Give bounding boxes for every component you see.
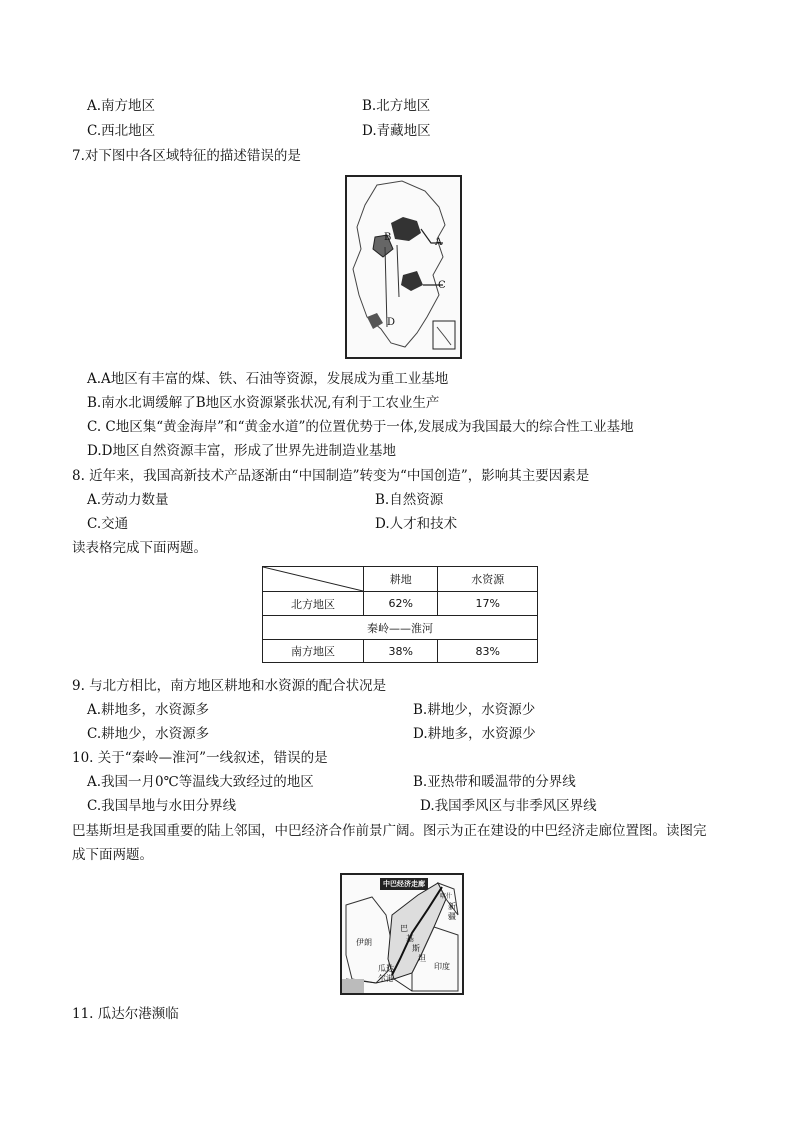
- q6-option-b[interactable]: B.北方地区: [362, 98, 431, 114]
- passage-line-2: 成下面两题。: [72, 847, 153, 863]
- q6-option-a[interactable]: A.南方地区: [87, 98, 156, 114]
- map-label-a: A: [435, 237, 443, 248]
- map-label-d: D: [387, 317, 396, 328]
- q8-option-c[interactable]: C.交通: [87, 516, 129, 532]
- q11-stem: 11. 瓜达尔港濒临: [72, 1006, 179, 1022]
- label-india: 印度: [434, 962, 450, 971]
- label-pak-2: 基: [406, 934, 414, 943]
- q8-option-a[interactable]: A.劳动力数量: [87, 492, 169, 508]
- q9-option-b[interactable]: B.耕地少，水资源少: [413, 702, 536, 718]
- q6-option-d[interactable]: D.青藏地区: [362, 123, 431, 139]
- q10-stem: 10. 关于“秦岭—淮河”一线叙述，错误的是: [72, 750, 328, 766]
- passage-line-1: 巴基斯坦是我国重要的陆上邻国，中巴经济合作前景广阔。图示为正在建设的中巴经济走廊位置图。读图完: [72, 823, 707, 839]
- table-north-farmland: 62%: [364, 592, 438, 616]
- q6-option-c[interactable]: C.西北地区: [87, 123, 156, 139]
- label-pak-1: 巴: [400, 924, 408, 933]
- table-header-water: 水资源: [438, 567, 538, 592]
- q10-option-b[interactable]: B.亚热带和暖温带的分界线: [413, 774, 576, 790]
- q7-option-b[interactable]: B.南水北调缓解了B地区水资源紧张状况,有利于工农业生产: [87, 395, 440, 411]
- label-pak-3: 斯: [412, 944, 420, 953]
- q8-stem: 8. 近年来，我国高新技术产品逐渐由“中国制造”转变为“中国创造”，影响其主要因素是: [72, 468, 590, 484]
- q7-stem: 7.对下图中各区域特征的描述错误的是: [72, 148, 301, 164]
- label-kashi: 喀什: [440, 893, 453, 900]
- q9-stem: 9. 与北方相比，南方地区耕地和水资源的配合状况是: [72, 678, 387, 694]
- table-south-farmland: 38%: [364, 640, 438, 663]
- table-header-farmland: 耕地: [364, 567, 438, 592]
- q7-option-d[interactable]: D.D地区自然资源丰富，形成了世界先进制造业基地: [87, 443, 396, 459]
- label-xin: 新: [448, 902, 456, 911]
- q10-option-d[interactable]: D.我国季风区与非季风区界线: [420, 798, 597, 814]
- q9-option-a[interactable]: A.耕地多，水资源多: [87, 702, 210, 718]
- corridor-map-title: 中巴经济走廊: [383, 880, 425, 888]
- china-pakistan-corridor-map: [340, 873, 464, 995]
- table-south-label: 南方地区: [263, 640, 364, 663]
- q8-option-d[interactable]: D.人才和技术: [375, 516, 458, 532]
- label-gwadar-1: 瓜达: [378, 964, 394, 973]
- label-jiang: 疆: [448, 912, 456, 921]
- china-region-map-graphic: [347, 177, 460, 357]
- q7-option-c[interactable]: C. C地区集“黄金海岸”和“黄金水道”的位置优势于一体,发展成为我国最大的综合性工业基地: [87, 419, 634, 435]
- q7-option-a[interactable]: A.A地区有丰富的煤、铁、石油等资源，发展成为重工业基地: [87, 371, 449, 387]
- table-south-water: 83%: [438, 640, 538, 663]
- map-label-b: B: [384, 232, 392, 243]
- china-region-map: [345, 175, 462, 359]
- farmland-water-table: [262, 566, 538, 663]
- q8-option-b[interactable]: B.自然资源: [375, 492, 444, 508]
- label-iran: 伊朗: [356, 938, 372, 947]
- label-gwadar-2: 尔港: [378, 974, 394, 983]
- q9-option-d[interactable]: D.耕地多，水资源少: [413, 726, 536, 742]
- q9-option-c[interactable]: C.耕地少，水资源多: [87, 726, 210, 742]
- table-intro: 读表格完成下面两题。: [72, 540, 207, 556]
- map-label-c: C: [438, 280, 446, 291]
- table-divider-row: 秦岭——淮河: [263, 616, 538, 640]
- table-north-label: 北方地区: [263, 592, 364, 616]
- q10-option-c[interactable]: C.我国旱地与水田分界线: [87, 798, 237, 814]
- table-corner-cell: [263, 567, 364, 592]
- label-pak-4: 坦: [418, 954, 426, 963]
- table-north-water: 17%: [438, 592, 538, 616]
- q10-option-a[interactable]: A.我国一月0℃等温线大致经过的地区: [87, 774, 314, 790]
